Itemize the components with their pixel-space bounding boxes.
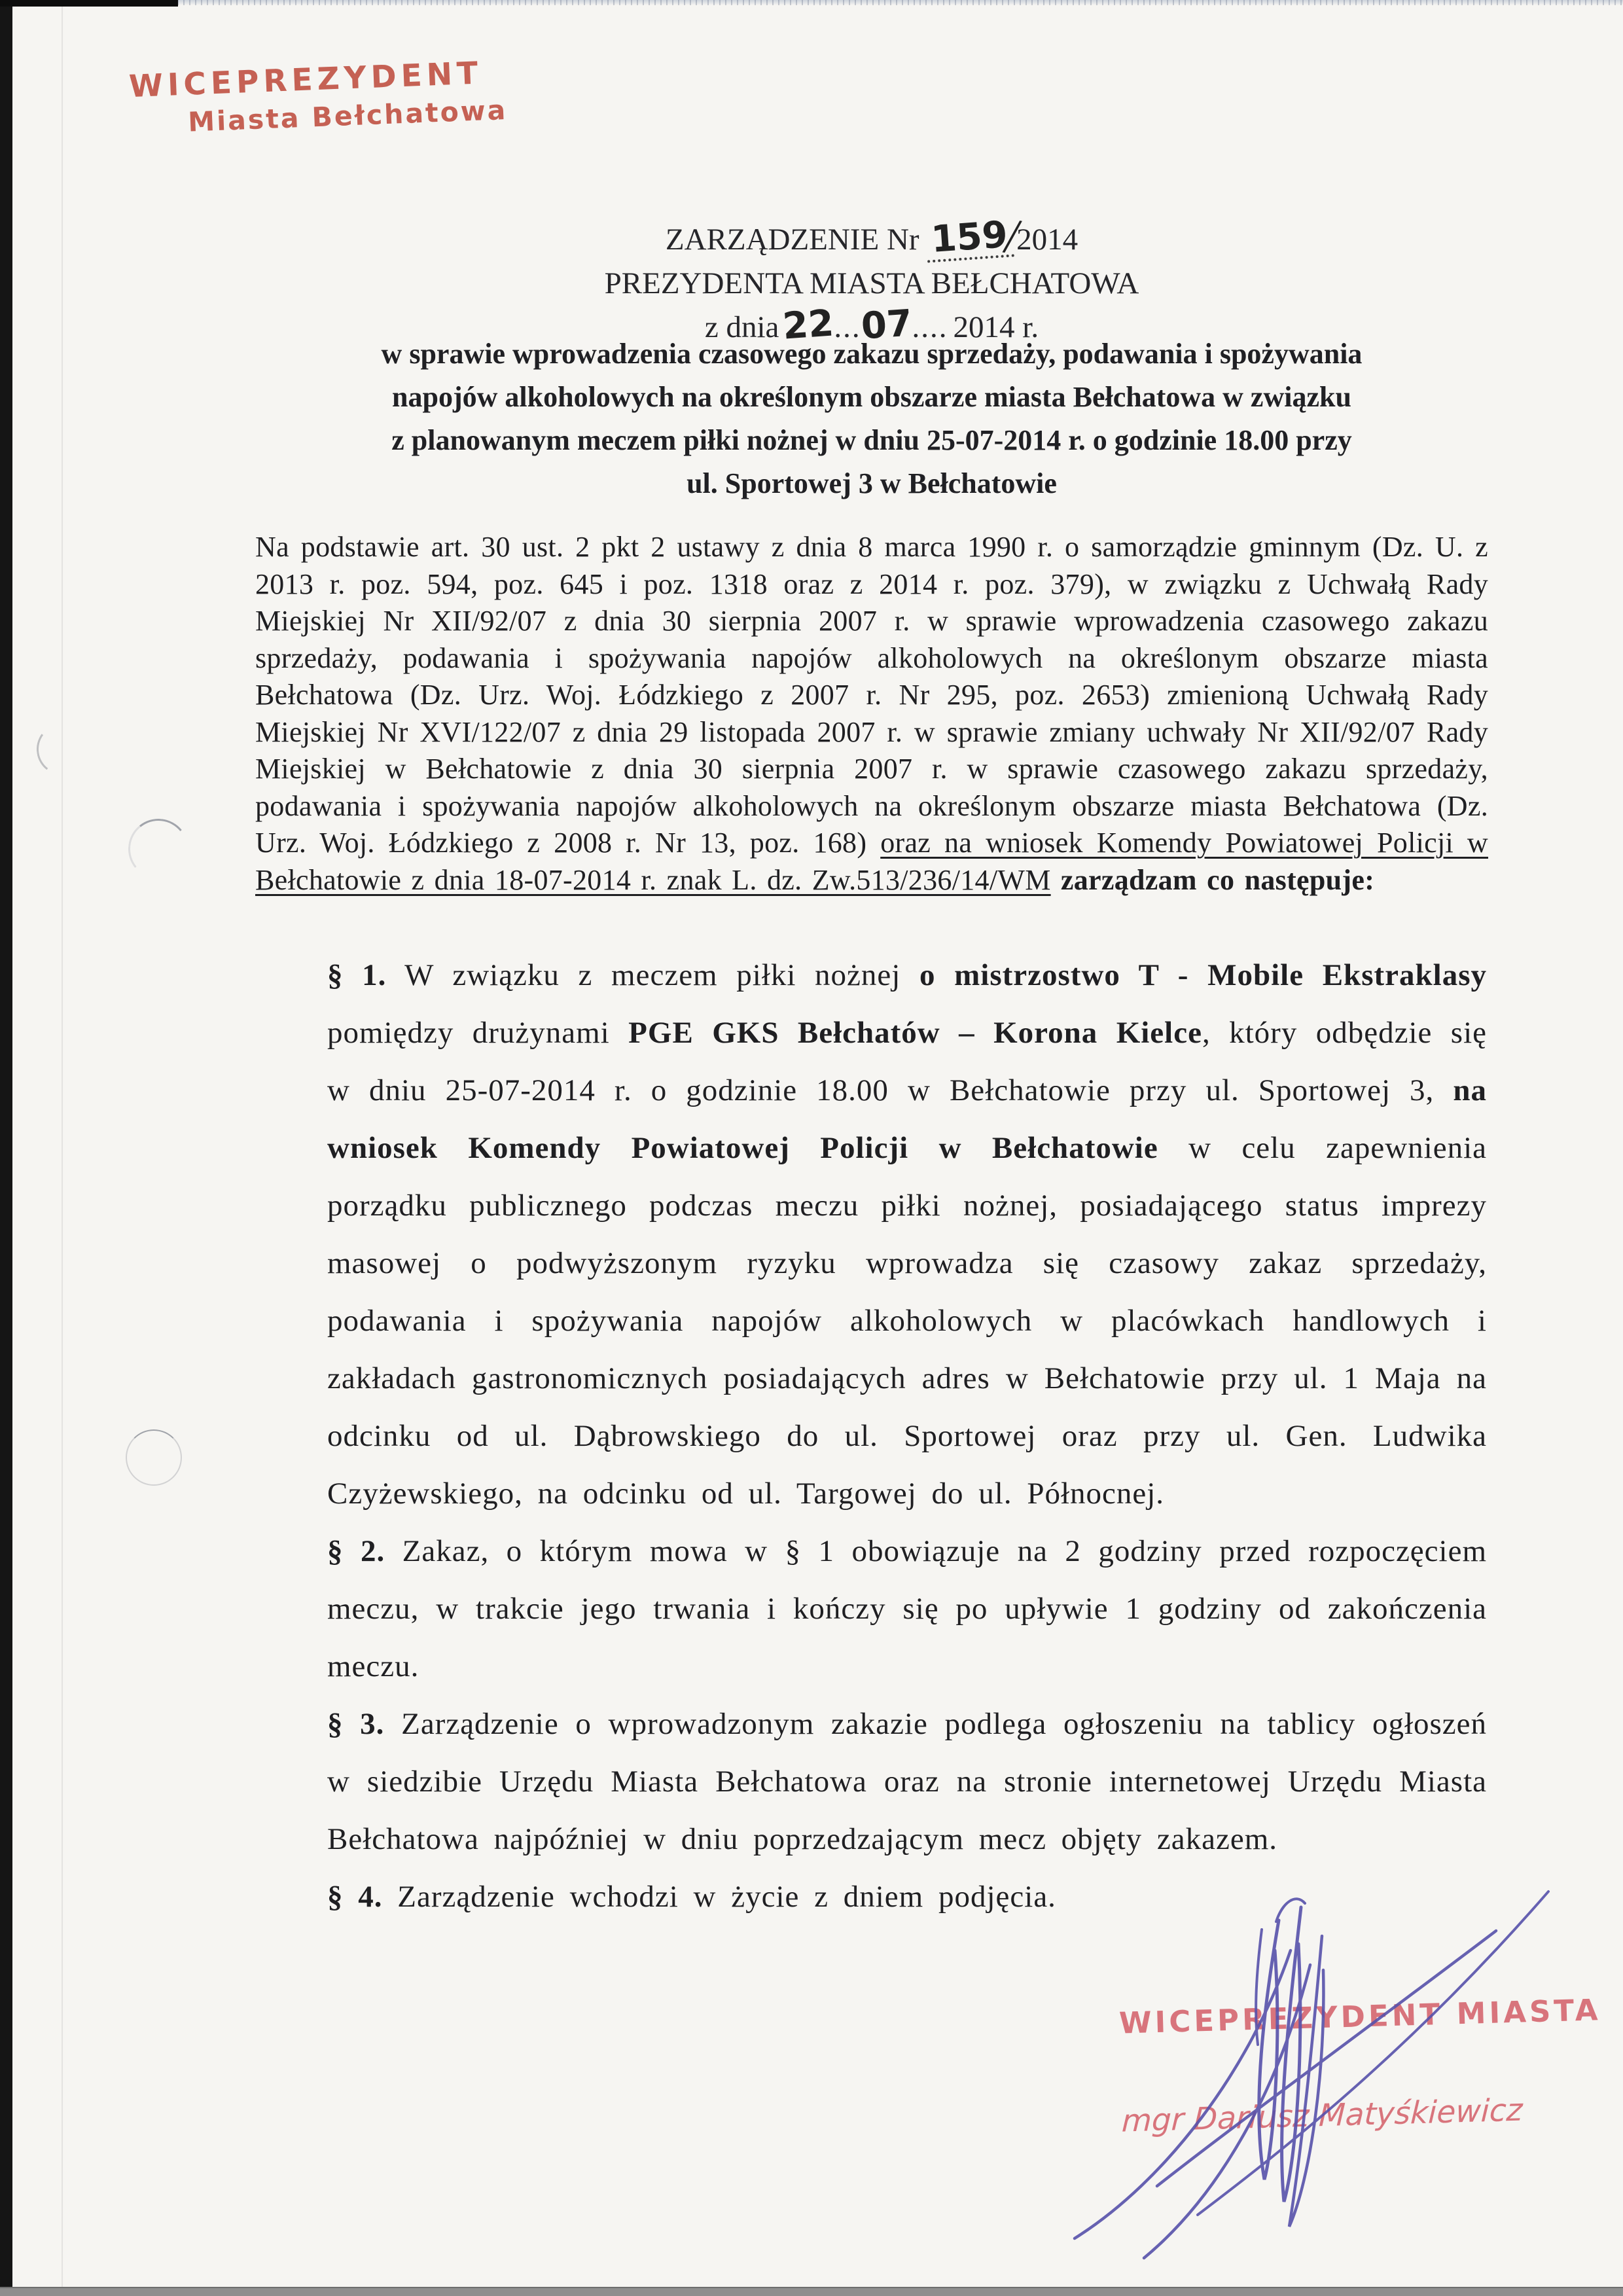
subject-line-4: ul. Sportowej 3 w Bełchatowie (687, 467, 1057, 499)
paper-edge-crease (62, 7, 63, 2287)
ordinance-sections (327, 946, 1487, 1926)
scan-edge-top (12, 0, 1623, 5)
title-year: 2014 (1016, 223, 1079, 257)
hole-punch-mark-upper (125, 816, 191, 882)
title-line-authority: PREZYDENTA MIASTA BEŁCHATOWA (604, 266, 1139, 300)
section-1-text: pomiędzy drużynami (327, 1016, 629, 1050)
title-line-number (255, 206, 1488, 266)
section-3-text: Zarządzenie o wprowadzonym zakazie podlega ogłoszeniu na tablicy ogłoszeń w siedzibie Urzędu Miasta Bełchatowa oraz na stronie internetowej Urzędu Miasta Bełchatowa najpóźniej w dniu poprzedzającym mecz objęty zakazem. (327, 1707, 1488, 1856)
document-title-block (255, 207, 1488, 350)
section-2-label: § 2. (327, 1534, 385, 1568)
handwritten-ordinance-number: 159 (925, 216, 1014, 262)
section-2 (327, 1522, 1487, 1695)
section-3 (327, 1695, 1487, 1868)
scan-edge-top-left-bar (0, 0, 178, 7)
legal-preamble (255, 529, 1488, 899)
handwritten-month: 07 (859, 302, 914, 348)
preamble-ordering-clause: zarządzam co następuje: (1050, 863, 1375, 896)
preamble-text: Na podstawie art. 30 ust. 2 pkt 2 ustawy z dnia 8 marca 1990 r. o samorządzie gminnym (Dz. U. z 2013 r. poz. 594, poz. 645 i poz. 1318 oraz z 2014 r. poz. 379), w związku z Uchwałą Rady Miejskiej Nr XII/92/07 z dnia 30 sierpnia 2007 r. w sprawie wprowadzenia czasowego zakazu sprzedaży, podawania i spożywania napojów alkoholowych na określonym obszarze miasta Bełchatowa (Dz. Urz. Woj. Łódzkiego z 2007 r. Nr 295, poz. 2653) zmienioną Uchwałą Rady Miejskiej Nr XVI/122/07 z dnia 29 listopada 2007 r. w sprawie zmiany uchwały Nr XII/92/07 Rady Miejskiej w Bełchatowie z dnia 30 sierpnia 2007 r. w sprawie czasowego zakazu sprzedaży, podawania i spożywania napojów alkoholowych na określonym obszarze miasta Bełchatowa (Dz. Urz. Woj. Łódzkiego z 2008 r. Nr 13, poz. 168) (255, 531, 1488, 859)
section-1-label: § 1. (327, 958, 387, 992)
subject-line-3: z planowanym meczem piłki nożnej w dniu 25-07-2014 r. o godzinie 18.00 przy (391, 424, 1352, 456)
subject-block (255, 332, 1488, 505)
subject-line-2: napojów alkoholowych na określonym obszarze miasta Bełchatowa w związku (392, 381, 1351, 413)
section-2-text: Zakaz, o którym mowa w § 1 obowiązuje na 2 godziny przed rozpoczęciem meczu, w trakcie jego trwania i kończy się po upływie 1 godziny od zakończenia meczu. (327, 1534, 1488, 1683)
vice-president-office-stamp (128, 54, 508, 140)
section-1-text: , który odbędzie się w dniu 25-07-2014 r. o godzinie 18.00 w Bełchatowie przy ul. Sportowej 3, (327, 1016, 1488, 1107)
section-1-text: w celu zapewnienia porządku publicznego podczas meczu piłki nożnej, posiadającego status imprezy masowej o podwyższonym ryzyku wprowadza się czasowy zakaz sprzedaży, podawania i spożywania napojów alkoholowych w placówkach handlowych i zakładach gastronomicznych posiadających adres w Bełchatowie przy ul. 1 Maja na odcinku od ul. Dąbrowskiego do ul. Sportowej oraz przy ul. Gen. Ludwika Czyżewskiego, na odcinku od ul. Targowej do ul. Północnej. (327, 1131, 1487, 1511)
title-prefix: ZARZĄDZENIE Nr (665, 223, 919, 257)
section-1 (327, 946, 1487, 1522)
signature-stamp-title: WICEPREZYDENT MIASTA (1118, 1992, 1602, 2041)
dotted-leader-b: .... (912, 310, 948, 344)
subject-line-1: w sprawie wprowadzenia czasowego zakazu sprzedaży, podawania i spożywania (381, 338, 1363, 370)
section-1-bold-police-request: na wniosek Komendy Powiatowej Policji w Bełchatowie (327, 1073, 1487, 1165)
stamp-city-text: Miasta Bełchatowa (187, 94, 508, 138)
date-suffix: 2014 r. (953, 310, 1039, 344)
preamble-underlined-request: oraz na wniosek Komendy Powiatowej Policji w Bełchatowie z dnia 18-07-2014 r. znak L. dz. Zw.513/236/14/WM (255, 827, 1488, 896)
section-1-text: W związku z meczem piłki nożnej (386, 958, 919, 992)
stamp-title-text: WICEPREZYDENT (128, 55, 484, 105)
handwritten-slash: / (1001, 206, 1025, 266)
scan-edge-bottom (0, 2287, 1623, 2296)
section-4-label: § 4. (327, 1880, 383, 1914)
section-4 (327, 1868, 1487, 1926)
signature-stamp (1118, 1992, 1602, 2140)
hole-punch-mark-lower (126, 1429, 182, 1486)
scan-edge-left (0, 0, 12, 2296)
left-margin-smudge (33, 721, 90, 778)
signature-stamp-name: mgr Dariusz Matyśkiewicz (1121, 2092, 1524, 2140)
date-prefix: z dnia (704, 310, 779, 344)
section-4-text: Zarządzenie wchodzi w życie z dniem podjęcia. (382, 1880, 1056, 1914)
section-1-bold-competition: o mistrzostwo T - Mobile Ekstraklasy (919, 958, 1487, 992)
section-3-label: § 3. (327, 1707, 385, 1741)
section-1-bold-teams: PGE GKS Bełchatów – Korona Kielce (628, 1016, 1202, 1050)
dotted-leader-a: ... (834, 310, 861, 344)
handwritten-day: 22 (781, 302, 836, 348)
